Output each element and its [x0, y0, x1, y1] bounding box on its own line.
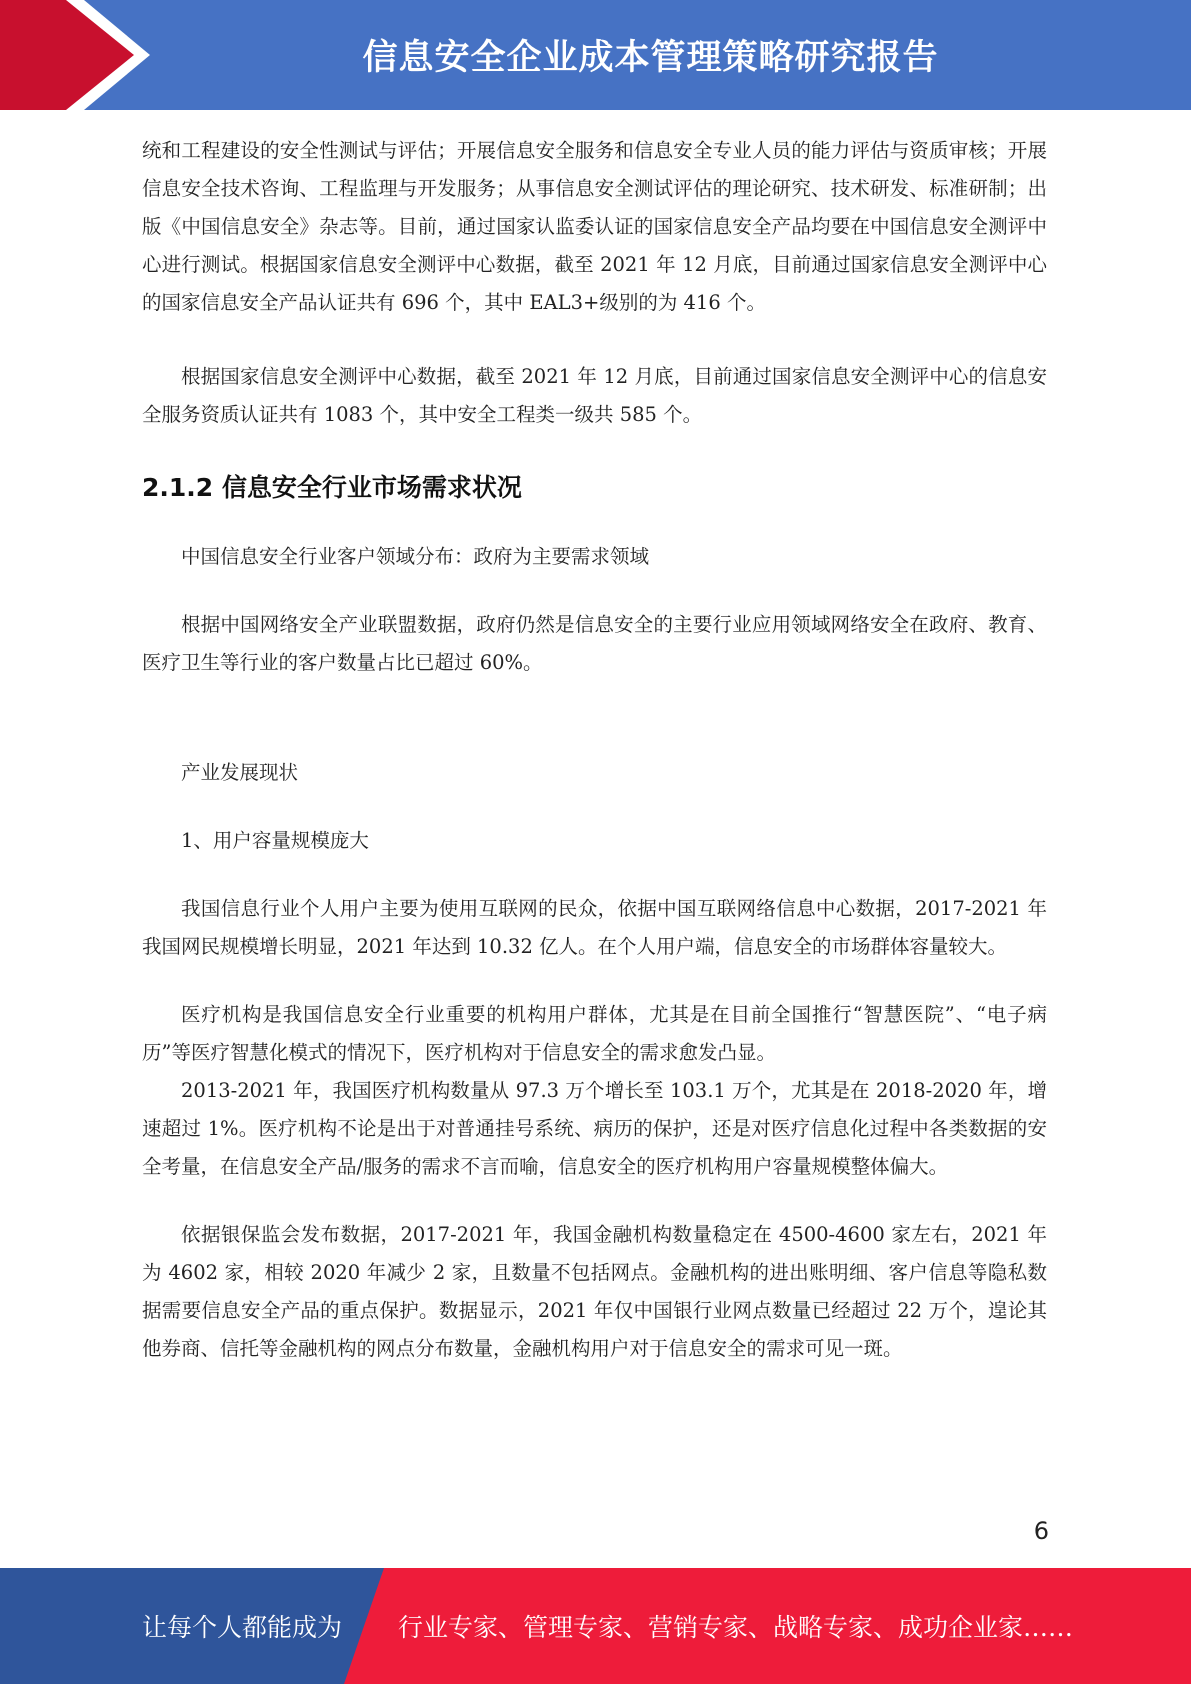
- section-heading: 2.1.2 信息安全行业市场需求状况: [142, 473, 522, 502]
- page-number: 6: [1033, 1517, 1049, 1545]
- subsection-label: 产业发展现状: [181, 761, 299, 784]
- paragraph: 根据中国网络安全产业联盟数据，政府仍然是信息安全的主要行业应用领域网络安全在政府、教育、医疗卫生等行业的客户数量占比已超过 60%。: [142, 613, 1047, 674]
- document-body: [142, 132, 1047, 1368]
- paragraph: 2013-2021 年，我国医疗机构数量从 97.3 万个增长至 103.1 万个，尤其是在 2018-2020 年，增速超过 1%。医疗机构不论是出于对普通挂号系统、病历的保护，还是对医疗信息化过程中各类数据的安全考量，在信息安全产品/服务的需求不言而喻，信息安全的医疗机构用户容量规模整体偏大。: [142, 1079, 1047, 1178]
- paragraph: 依据银保监会发布数据，2017-2021 年，我国金融机构数量稳定在 4500-4600 家左右，2021 年为 4602 家，相较 2020 年减少 2 家，且数量不包括网点。金融机构的进出账明细、客户信息等隐私数据需要信息安全产品的重点保护。数据显示，2021 年仅中国银行业网点数量已经超过 22 万个，遑论其他券商、信托等金融机构的网点分布数量，金融机构用户对于信息安全的需求可见一斑。: [142, 1223, 1047, 1360]
- paragraph: 医疗机构是我国信息安全行业重要的机构用户群体，尤其是在目前全国推行“智慧医院”、“电子病历”等医疗智慧化模式的情况下，医疗机构对于信息安全的需求愈发凸显。: [142, 1003, 1047, 1064]
- footer-slogan-right: 行业专家、管理专家、营销专家、战略专家、成功企业家……: [398, 1613, 1074, 1642]
- list-item-label: 1、用户容量规模庞大: [181, 829, 369, 852]
- page-header: [0, 0, 1191, 110]
- page-footer: [0, 1568, 1191, 1684]
- footer-slogan-left: 让每个人都能成为: [142, 1613, 343, 1642]
- paragraph: 我国信息行业个人用户主要为使用互联网的民众，依据中国互联网络信息中心数据，2017-2021 年我国网民规模增长明显，2021 年达到 10.32 亿人。在个人用户端，信息安全的市场群体容量较大。: [142, 897, 1047, 958]
- paragraph: 中国信息安全行业客户领域分布：政府为主要需求领域: [181, 545, 650, 568]
- paragraph-continued: 统和工程建设的安全性测试与评估；开展信息安全服务和信息安全专业人员的能力评估与资质审核；开展信息安全技术咨询、工程监理与开发服务；从事信息安全测试评估的理论研究、技术研发、标准研制；出版《中国信息安全》杂志等。目前，通过国家认监委认证的国家信息安全产品均要在中国信息安全测评中心进行测试。根据国家信息安全测评中心数据，截至 2021 年 12 月底，目前通过国家信息安全测评中心的国家信息安全产品认证共有 696 个，其中 EAL3+级别的为 416 个。: [142, 139, 1047, 314]
- report-title: 信息安全企业成本管理策略研究报告: [362, 38, 939, 78]
- header-red-arrow-decoration: [0, 0, 150, 110]
- paragraph: 根据国家信息安全测评中心数据，截至 2021 年 12 月底，目前通过国家信息安全测评中心的信息安全服务资质认证共有 1083 个，其中安全工程类一级共 585 个。: [142, 365, 1047, 426]
